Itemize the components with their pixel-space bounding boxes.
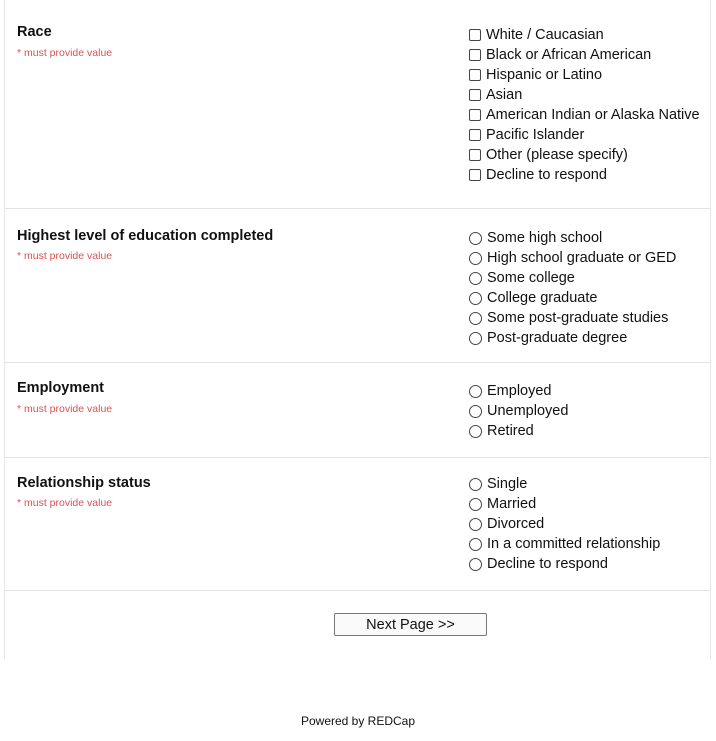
option-label: Retired (487, 423, 534, 439)
survey-form (4, 0, 711, 659)
required-note: * must provide value (17, 403, 113, 415)
education-option-some-high-school[interactable] (469, 228, 676, 248)
radio-button[interactable] (469, 292, 482, 305)
education-option-post-graduate-degree[interactable] (469, 328, 676, 348)
option-label: White / Caucasian (486, 27, 604, 43)
option-label: Employed (487, 383, 552, 399)
question-race (5, 0, 710, 209)
option-label: Some high school (487, 230, 603, 246)
checkbox[interactable] (469, 49, 481, 61)
race-option-hispanic[interactable] (469, 65, 700, 85)
race-option-pacific-islander[interactable] (469, 125, 700, 145)
radio-button[interactable] (469, 405, 482, 418)
education-option-high-school-graduate[interactable] (469, 248, 676, 268)
education-option-some-college[interactable] (469, 268, 676, 288)
race-choices (469, 25, 700, 185)
option-label: Married (487, 496, 537, 512)
required-note: * must provide value (17, 250, 113, 262)
option-label: Divorced (487, 516, 545, 532)
race-option-american-indian[interactable] (469, 105, 700, 125)
question-label: Highest level of education completed (17, 228, 274, 244)
employment-option-employed[interactable] (469, 381, 568, 401)
relationship-option-married[interactable] (469, 494, 660, 514)
radio-button[interactable] (469, 425, 482, 438)
option-label: Decline to respond (487, 556, 608, 572)
relationship-option-divorced[interactable] (469, 514, 660, 534)
radio-button[interactable] (469, 232, 482, 245)
checkbox[interactable] (469, 129, 481, 141)
education-choices (469, 228, 676, 348)
question-relationship (5, 457, 710, 591)
radio-button[interactable] (469, 518, 482, 531)
option-label: In a committed relationship (487, 536, 661, 552)
radio-button[interactable] (469, 332, 482, 345)
powered-by-footer: Powered by REDCap (300, 714, 416, 728)
employment-choices (469, 381, 568, 441)
radio-button[interactable] (469, 478, 482, 491)
checkbox[interactable] (469, 109, 481, 121)
race-option-black[interactable] (469, 45, 700, 65)
option-label: Some college (487, 270, 575, 286)
question-employment (5, 362, 710, 458)
option-label: Post-graduate degree (487, 330, 628, 346)
radio-button[interactable] (469, 538, 482, 551)
checkbox[interactable] (469, 29, 481, 41)
required-note: * must provide value (17, 497, 113, 509)
option-label: High school graduate or GED (487, 250, 677, 266)
option-label: Single (487, 476, 528, 492)
radio-button[interactable] (469, 252, 482, 265)
option-label: Other (please specify) (486, 147, 628, 163)
radio-button[interactable] (469, 385, 482, 398)
required-note: * must provide value (17, 47, 113, 59)
checkbox[interactable] (469, 149, 481, 161)
question-label: Employment (17, 380, 105, 396)
radio-button[interactable] (469, 272, 482, 285)
radio-button[interactable] (469, 498, 482, 511)
employment-option-unemployed[interactable] (469, 401, 568, 421)
option-label: Some post-graduate studies (487, 310, 669, 326)
checkbox[interactable] (469, 169, 481, 181)
option-label: College graduate (487, 290, 598, 306)
question-label: Race (17, 24, 52, 40)
race-option-asian[interactable] (469, 85, 700, 105)
option-label: Decline to respond (486, 167, 607, 183)
checkbox[interactable] (469, 89, 481, 101)
option-label: American Indian or Alaska Native (486, 107, 700, 123)
question-education (5, 208, 710, 363)
next-page-button[interactable]: Next Page >> (334, 613, 487, 636)
relationship-option-single[interactable] (469, 474, 660, 494)
education-option-some-post-graduate[interactable] (469, 308, 676, 328)
race-option-other[interactable] (469, 145, 700, 165)
option-label: Asian (486, 87, 523, 103)
radio-button[interactable] (469, 312, 482, 325)
question-label: Relationship status (17, 475, 151, 491)
checkbox[interactable] (469, 69, 481, 81)
employment-option-retired[interactable] (469, 421, 568, 441)
race-option-white[interactable] (469, 25, 700, 45)
education-option-college-graduate[interactable] (469, 288, 676, 308)
race-option-decline[interactable] (469, 165, 700, 185)
option-label: Black or African American (486, 47, 652, 63)
option-label: Unemployed (487, 403, 569, 419)
relationship-option-decline[interactable] (469, 554, 660, 574)
radio-button[interactable] (469, 558, 482, 571)
option-label: Pacific Islander (486, 127, 585, 143)
option-label: Hispanic or Latino (486, 67, 603, 83)
relationship-option-committed[interactable] (469, 534, 660, 554)
relationship-choices (469, 474, 660, 574)
